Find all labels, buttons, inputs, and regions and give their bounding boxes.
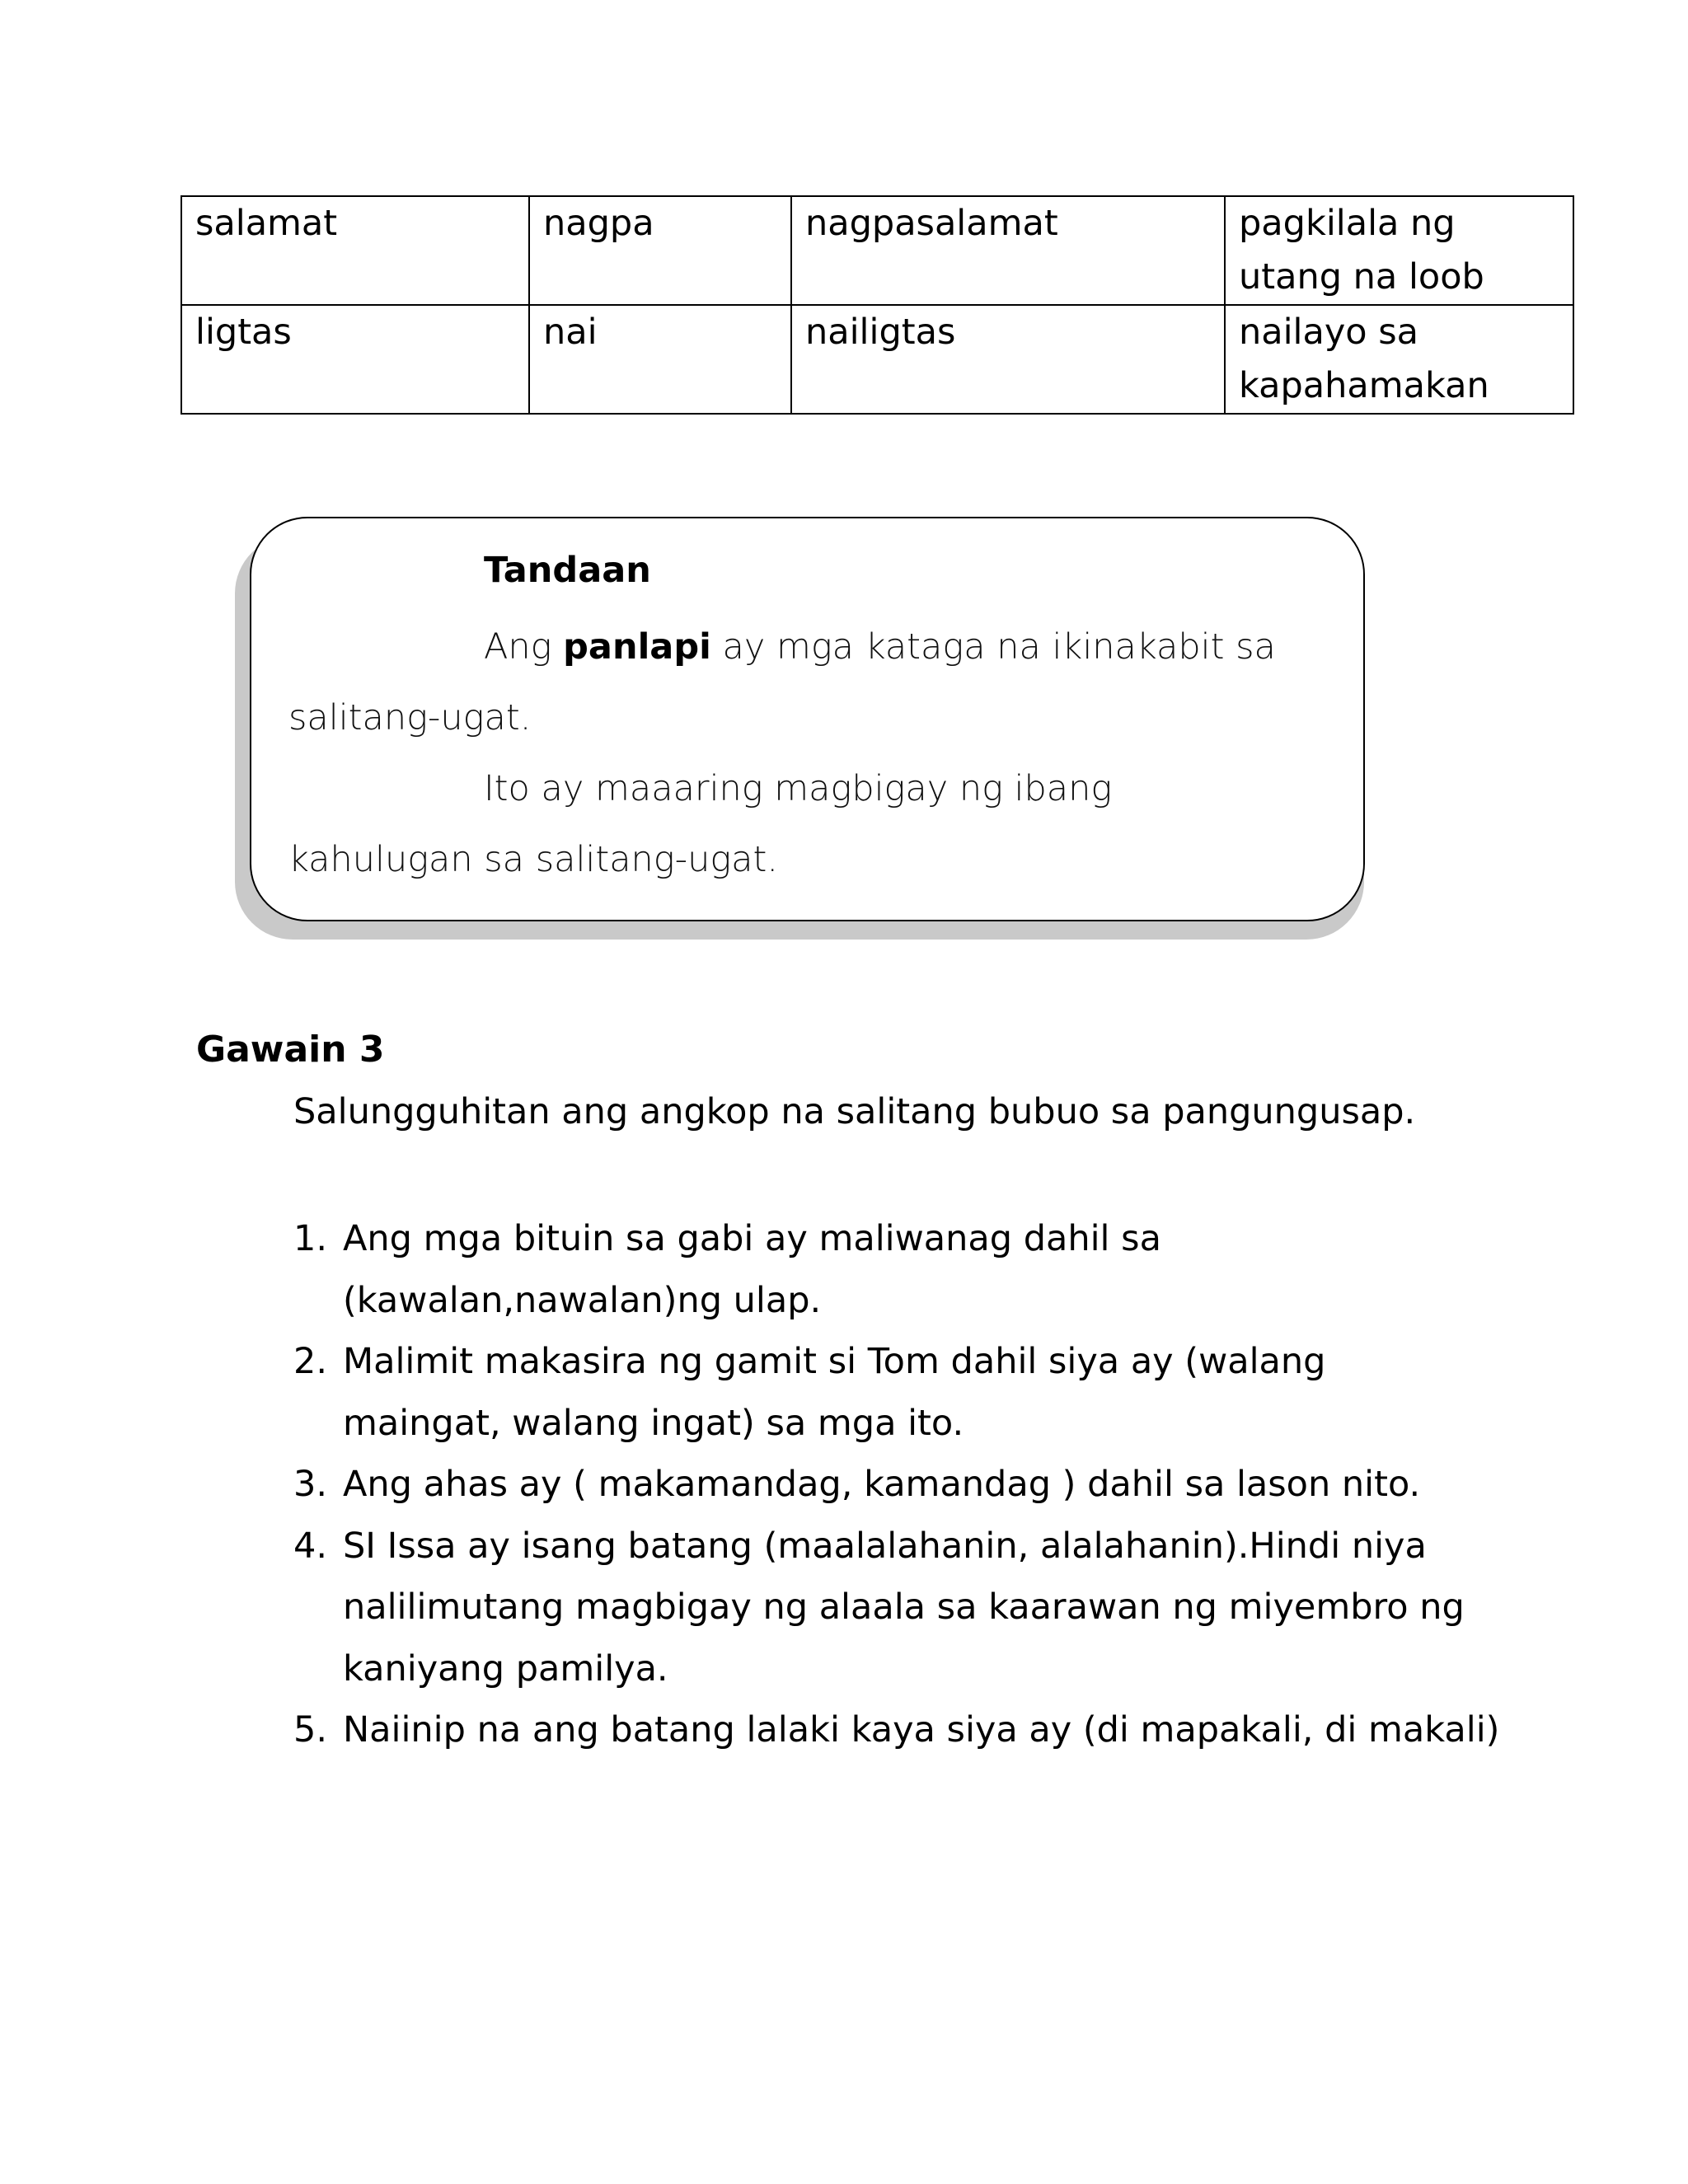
- note-line-1: Ang panlapi ay mga kataga na ikinakabit sa: [484, 626, 1276, 668]
- affixed-word-cell: nailigtas: [791, 305, 1225, 414]
- note-keyword: panlapi: [563, 626, 711, 668]
- list-item: 1. Ang mga bituin sa gabi ay maliwanag dahil sa (kawalan,nawalan)ng ulap.: [293, 1208, 1579, 1331]
- list-item: 2. Malimit makasira ng gamit si Tom dahil siya ay (walang maingat, walang ingat) sa mga ito.: [293, 1331, 1579, 1454]
- affix-table: [181, 195, 1574, 415]
- item-number: 2.: [293, 1341, 328, 1382]
- note-title: Tandaan: [484, 550, 651, 591]
- item-number: 1.: [293, 1218, 328, 1259]
- activity-title: Gawain 3: [196, 1029, 385, 1071]
- note-line-3: Ito ay maaaring magbigay ng ibang: [484, 768, 1113, 809]
- activity-instruction: Salungguhitan ang angkop na salitang bubuo sa pangungusap.: [293, 1091, 1416, 1132]
- list-item: 5. Naiinip na ang batang lalaki kaya siya ay (di mapakali, di makali): [293, 1699, 1579, 1761]
- root-word-cell: salamat: [181, 196, 529, 305]
- item-number: 4.: [293, 1525, 328, 1567]
- meaning-cell: nailayo sa kapahamakan: [1225, 305, 1573, 414]
- affix-cell: nagpa: [529, 196, 791, 305]
- list-item: 4. SI Issa ay isang batang (maalalahanin, alalahanin).Hindi niya nalilimutang magbigay ng alaala sa kaarawan ng miyembro ng kaniyang pamilya.: [293, 1516, 1579, 1700]
- note-line-2: salitang-ugat.: [288, 697, 532, 738]
- note-line-4: kahulugan sa salitang-ugat.: [288, 839, 779, 880]
- table-row: [181, 196, 1573, 305]
- root-word-cell: ligtas: [181, 305, 529, 414]
- table-row: [181, 305, 1573, 414]
- item-number: 5.: [293, 1709, 328, 1750]
- activity-item-list: [293, 1208, 1579, 1761]
- affixed-word-cell: nagpasalamat: [791, 196, 1225, 305]
- list-item: 3. Ang ahas ay ( makamandag, kamandag ) dahil sa lason nito.: [293, 1454, 1579, 1516]
- meaning-cell: pagkilala ng utang na loob: [1225, 196, 1573, 305]
- affix-cell: nai: [529, 305, 791, 414]
- item-number: 3.: [293, 1464, 328, 1505]
